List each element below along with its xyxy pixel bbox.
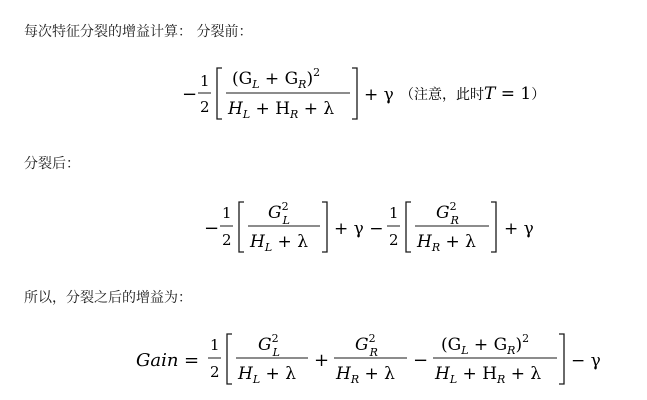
half-numerator: 1 bbox=[210, 336, 220, 354]
gain-label: Gain bbox=[136, 350, 179, 371]
left-bracket bbox=[239, 202, 244, 252]
gain-intro-text: 所以，分裂之后的增益为： bbox=[24, 290, 192, 306]
plus-gamma-minus: + γ − bbox=[334, 219, 384, 239]
numerator-sum-squared: $(G_L + G_R)^2$ bbox=[441, 332, 530, 357]
half-denominator-2: 2 bbox=[389, 231, 399, 249]
hr-plus-lambda: $H_R + \lambda$ bbox=[336, 364, 395, 386]
minus-sign: − bbox=[204, 218, 220, 239]
hl-plus-lambda: $H_L + \lambda$ bbox=[238, 364, 296, 386]
minus-gamma: − γ bbox=[571, 351, 601, 371]
plus-gamma: + γ bbox=[364, 85, 394, 105]
hr-plus-lambda: $H_R + \lambda$ bbox=[417, 232, 476, 254]
half-denominator: 2 bbox=[200, 98, 210, 116]
half-denominator: 2 bbox=[222, 231, 232, 249]
intro-text: 每次特征分裂的增益计算： 分裂前： bbox=[24, 24, 253, 40]
formula-after-split bbox=[0, 192, 647, 264]
right-bracket bbox=[322, 202, 327, 252]
gl-squared: $G^2$ L bbox=[258, 332, 280, 359]
half-numerator: 1 bbox=[200, 72, 210, 90]
half-denominator: 2 bbox=[210, 363, 220, 381]
gr-squared: $G^2$ R bbox=[355, 332, 378, 359]
denominator-hessian-sum: $H_L + H_R + \lambda$ bbox=[228, 99, 335, 121]
left-bracket-2 bbox=[406, 202, 411, 252]
right-bracket bbox=[352, 68, 357, 119]
plus-gamma: + γ bbox=[504, 219, 534, 239]
half-numerator-2: 1 bbox=[389, 204, 399, 222]
note-text: （注意，此时T = 1） bbox=[400, 84, 546, 104]
formula-gain bbox=[0, 324, 647, 396]
minus-sign: − bbox=[413, 350, 429, 371]
gl-squared: $G^2$ L bbox=[268, 200, 290, 227]
plus-sign: + bbox=[314, 350, 330, 371]
gr-squared: $G^2$ R bbox=[436, 200, 459, 227]
equals-sign: = bbox=[184, 350, 200, 371]
left-bracket bbox=[217, 68, 222, 119]
right-bracket-2 bbox=[491, 202, 496, 252]
hl-plus-lambda: $H_L + \lambda$ bbox=[250, 232, 308, 254]
half-numerator: 1 bbox=[222, 204, 232, 222]
numerator-sum-squared: $(G_L + G_R)^2$ bbox=[232, 66, 321, 91]
minus-sign: − bbox=[182, 84, 198, 105]
denominator-hessian-sum: $H_L + H_R + \lambda$ bbox=[435, 364, 542, 386]
formula-before-split bbox=[0, 58, 647, 130]
right-bracket bbox=[559, 334, 564, 384]
after-split-text: 分裂后： bbox=[24, 156, 80, 172]
left-bracket bbox=[227, 334, 232, 384]
